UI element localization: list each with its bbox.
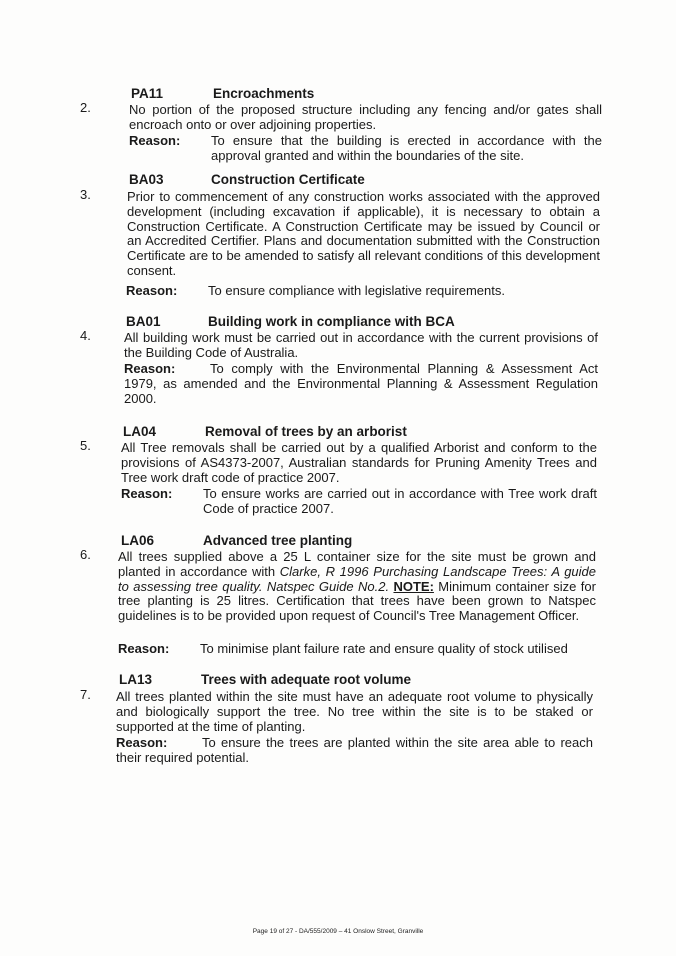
condition-title: Construction Certificate <box>211 172 365 187</box>
reason-label: Reason: <box>116 735 168 750</box>
condition-body: All Tree removals shall be carried out by a qualified Arborist and conform to the provisions of AS4373-2007, Australian standards for Pruning Amenity Trees and Tree work draft code of practice 2007. <box>121 440 597 485</box>
condition-body <box>118 550 596 624</box>
page-footer: Page 19 of 27 - DA/555/2009 – 41 Onslow Street, Granville <box>252 928 424 935</box>
note-label: NOTE: <box>393 578 434 594</box>
condition-heading <box>126 314 455 330</box>
condition-code: BA01 <box>126 314 161 329</box>
body-text: All trees supplied above a 25 L container size for the site must be grown and planted in accordance with <box>118 549 596 579</box>
condition-body: Prior to commencement of any construction works associated with the approved development (including excavation if applicable), it is necessary to obtain a Construction Certificate. A Construction Certificate may be issued by Council or an Accredited Certifier. Plans and documentation submitted with the Construction Certificate are to be amended to satisfy all relevant conditions of this development consent. <box>127 189 600 278</box>
reason-label: Reason: <box>129 133 181 148</box>
reason-label: Reason: <box>121 486 173 501</box>
condition-title: Building work in compliance with BCA <box>208 314 455 329</box>
condition-heading <box>121 533 352 549</box>
condition-heading <box>131 86 314 102</box>
reason-label: Reason: <box>124 361 176 376</box>
reason-text: To comply with the Environmental Planning & Assessment Act 1979, as amended and the Environmental Planning & Assessment Regulation 2000. <box>124 361 598 406</box>
condition-reason <box>129 134 602 164</box>
condition-heading <box>119 672 411 688</box>
condition-reason <box>126 284 596 299</box>
reason-text: To ensure that the building is erected in accordance with the approval granted and within the boundaries of the site. <box>211 133 602 163</box>
condition-reason <box>121 487 597 517</box>
body-text-continued: Minimum container size for tree planting is 25 litres. Certification that trees have been grown to Natspec guidelines is to be provided upon request of Council's Tree Management Officer. <box>118 578 596 624</box>
reason-text: To ensure works are carried out in accordance with Tree work draft Code of practice 2007. <box>203 486 597 516</box>
condition-code: BA03 <box>129 172 164 187</box>
condition-body: All building work must be carried out in accordance with the current provisions of the Building Code of Australia. <box>124 330 598 360</box>
condition-number: 3. <box>80 187 91 202</box>
condition-title: Removal of trees by an arborist <box>205 424 407 439</box>
condition-number: 7. <box>80 687 91 702</box>
condition-reason <box>118 642 596 657</box>
condition-reason <box>116 736 593 766</box>
reason-text: To ensure compliance with legislative requirements. <box>208 283 505 298</box>
condition-code: LA06 <box>121 533 155 548</box>
condition-code: PA11 <box>131 86 164 101</box>
condition-title: Encroachments <box>213 86 315 101</box>
condition-title: Trees with adequate root volume <box>201 672 412 687</box>
reason-text: To ensure the trees are planted within the site area able to reach their required potential. <box>116 735 593 765</box>
condition-code: LA04 <box>123 424 157 439</box>
reason-label: Reason: <box>126 283 178 298</box>
condition-title: Advanced tree planting <box>203 533 353 548</box>
condition-number: 6. <box>80 547 91 562</box>
body-citation: Clarke, R 1996 Purchasing Landscape Trees: A guide to assessing tree quality. Natspec Guide No.2. <box>118 563 596 594</box>
reason-text: To minimise plant failure rate and ensure quality of stock utilised <box>200 641 568 656</box>
condition-number: 2. <box>80 100 91 115</box>
condition-heading <box>129 172 365 188</box>
condition-reason <box>124 362 598 406</box>
condition-number: 4. <box>80 328 91 343</box>
reason-label: Reason: <box>118 641 170 656</box>
condition-body: No portion of the proposed structure including any fencing and/or gates shall encroach onto or over adjoining properties. <box>129 102 602 132</box>
condition-code: LA13 <box>119 672 153 687</box>
condition-number: 5. <box>80 438 91 453</box>
condition-body: All trees planted within the site must have an adequate root volume to physically and biologically support the tree. No tree within the site is to be staked or supported at the time of planting. <box>116 689 593 734</box>
condition-heading <box>123 424 407 440</box>
